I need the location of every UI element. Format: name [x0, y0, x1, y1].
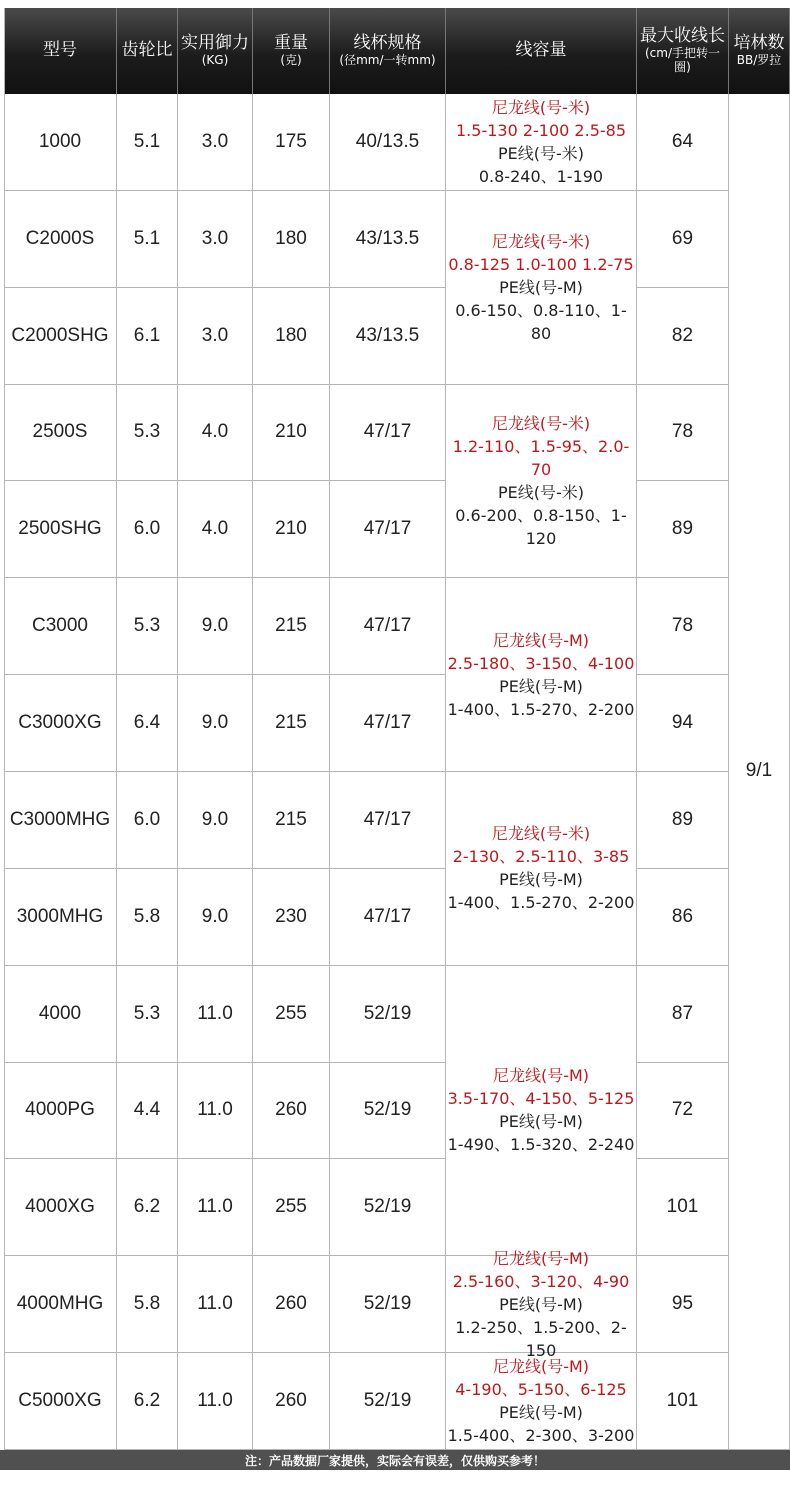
gear-ratio-value: 5.1: [133, 227, 161, 249]
cell-weight: [253, 94, 330, 191]
model-value: 1000: [38, 130, 82, 152]
cell-drag: [178, 966, 253, 1063]
cell-spool: [330, 481, 446, 578]
cell-gear-ratio: [117, 772, 178, 869]
line-capacity-cell: [446, 1353, 637, 1450]
spool-value: 47/17: [363, 518, 412, 540]
header-sublabel: (克): [280, 52, 302, 67]
cell-weight: [253, 288, 330, 385]
weight-value: 180: [275, 324, 307, 346]
header-sublabel: (径mm/一转mm): [339, 52, 436, 67]
cell-spool: [330, 288, 446, 385]
pe-capacity-title: PE线(号-M): [499, 1294, 583, 1314]
cell-weight: [253, 869, 330, 966]
weight-value: 260: [275, 1390, 307, 1412]
gear-ratio-value: 6.0: [133, 808, 161, 830]
cell-model: [4, 772, 117, 869]
cell-spool: [330, 578, 446, 675]
weight-value: 230: [275, 905, 307, 927]
cell-drag: [178, 1256, 253, 1353]
cell-gear-ratio: [117, 1256, 178, 1353]
max-retrieve-value: 101: [666, 1390, 699, 1412]
cell-weight: [253, 675, 330, 772]
drag-value: 9.0: [201, 712, 229, 734]
model-value: 2500SHG: [18, 518, 102, 540]
cell-max-retrieve: [637, 288, 729, 385]
nylon-capacity-title: 尼龙线(号-M): [492, 630, 590, 650]
cell-weight: [253, 1256, 330, 1353]
cell-drag: [178, 385, 253, 482]
cell-max-retrieve: [637, 1063, 729, 1160]
weight-value: 180: [275, 227, 307, 249]
max-retrieve-value: 89: [671, 808, 694, 830]
cell-gear-ratio: [117, 1063, 178, 1160]
cell-spool: [330, 191, 446, 288]
model-value: 3000MHG: [16, 905, 104, 927]
model-value: C2000SHG: [11, 324, 109, 346]
max-retrieve-value: 78: [671, 421, 694, 443]
header-sublabel: (cm/手把转一圈): [644, 45, 720, 74]
nylon-capacity-values: 2.5-160、3-120、4-90: [452, 1271, 630, 1291]
cell-model: [4, 288, 117, 385]
cell-model: [4, 1159, 117, 1256]
header-cell: [446, 8, 637, 94]
model-value: 2500S: [32, 421, 88, 443]
cell-drag: [178, 94, 253, 191]
cell-spool: [330, 1256, 446, 1353]
cell-model: [4, 385, 117, 482]
nylon-capacity-values: 4-190、5-150、6-125: [455, 1380, 627, 1400]
header-label: 齿轮比: [121, 40, 173, 61]
line-capacity-cell: [446, 191, 637, 385]
drag-value: 11.0: [197, 1293, 233, 1315]
cell-gear-ratio: [117, 94, 178, 191]
cell-model: [4, 966, 117, 1063]
drag-value: 11.0: [197, 1002, 233, 1024]
weight-value: 260: [275, 1099, 307, 1121]
gear-ratio-value: 5.3: [133, 615, 161, 637]
model-value: 4000PG: [25, 1099, 95, 1121]
cell-gear-ratio: [117, 966, 178, 1063]
cell-spool: [330, 94, 446, 191]
nylon-capacity-title: 尼龙线(号-M): [492, 1248, 590, 1268]
cell-drag: [178, 1159, 253, 1256]
model-value: C2000S: [25, 227, 95, 249]
cell-drag: [178, 578, 253, 675]
model-value: 4000XG: [25, 1196, 95, 1218]
model-value: 4000: [38, 1002, 82, 1024]
spool-value: 52/19: [363, 1196, 412, 1218]
cell-gear-ratio: [117, 675, 178, 772]
header-label: 重量: [274, 33, 308, 54]
spool-value: 47/17: [363, 615, 412, 637]
cell-model: [4, 191, 117, 288]
gear-ratio-value: 4.4: [133, 1099, 161, 1121]
cell-max-retrieve: [637, 869, 729, 966]
max-retrieve-value: 95: [671, 1293, 694, 1315]
spool-value: 47/17: [363, 905, 412, 927]
line-capacity-cell: [446, 772, 637, 966]
line-capacity-cell: [446, 94, 637, 191]
cell-weight: [253, 772, 330, 869]
max-retrieve-value: 82: [671, 324, 694, 346]
drag-value: 3.0: [201, 227, 229, 249]
gear-ratio-value: 5.1: [133, 130, 161, 152]
pe-capacity-values: 0.6-150、0.8-110、1-80: [455, 300, 627, 343]
cell-drag: [178, 772, 253, 869]
header-label: 最大收线长: [640, 26, 725, 47]
cell-bearings: [729, 94, 790, 1450]
pe-capacity-title: PE线(号-M): [499, 277, 583, 297]
weight-value: 260: [275, 1293, 307, 1315]
max-retrieve-value: 69: [671, 227, 694, 249]
cell-weight: [253, 1063, 330, 1160]
nylon-capacity-title: 尼龙线(号-M): [492, 1357, 590, 1377]
cell-gear-ratio: [117, 869, 178, 966]
spool-value: 52/19: [363, 1293, 412, 1315]
gear-ratio-value: 5.8: [133, 905, 161, 927]
cell-gear-ratio: [117, 385, 178, 482]
nylon-capacity-values: 3.5-170、4-150、5-125: [447, 1089, 635, 1109]
line-capacity-cell: [446, 1248, 637, 1360]
nylon-capacity-values: 2.5-180、3-150、4-100: [447, 653, 635, 673]
cell-weight: [253, 1353, 330, 1450]
cell-weight: [253, 385, 330, 482]
nylon-capacity-values: 1.2-110、1.5-95、2.0-70: [452, 436, 630, 479]
cell-max-retrieve: [637, 191, 729, 288]
gear-ratio-value: 6.1: [133, 324, 161, 346]
gear-ratio-value: 5.3: [133, 1002, 161, 1024]
cell-weight: [253, 966, 330, 1063]
cell-spool: [330, 1353, 446, 1450]
cell-weight: [253, 1159, 330, 1256]
nylon-capacity-title: 尼龙线(号-米): [491, 231, 591, 251]
pe-capacity-title: PE线(号-M): [499, 870, 583, 890]
nylon-capacity-title: 尼龙线(号-米): [491, 97, 591, 117]
max-retrieve-value: 87: [671, 1002, 694, 1024]
weight-value: 255: [275, 1002, 307, 1024]
cell-drag: [178, 1063, 253, 1160]
spool-value: 52/19: [363, 1002, 412, 1024]
weight-value: 215: [275, 808, 307, 830]
header-cell: [117, 8, 178, 94]
spool-value: 43/13.5: [355, 324, 420, 346]
weight-value: 210: [275, 421, 307, 443]
nylon-capacity-title: 尼龙线(号-米): [491, 413, 591, 433]
cell-spool: [330, 869, 446, 966]
weight-value: 210: [275, 518, 307, 540]
drag-value: 3.0: [201, 324, 229, 346]
cell-model: [4, 1256, 117, 1353]
gear-ratio-value: 5.3: [133, 421, 161, 443]
pe-capacity-title: PE线(号-M): [499, 1403, 583, 1423]
spec-table: [4, 8, 790, 1450]
pe-capacity-values: 0.6-200、0.8-150、1-120: [455, 505, 627, 548]
cell-gear-ratio: [117, 288, 178, 385]
spool-value: 52/19: [363, 1099, 412, 1121]
gear-ratio-value: 5.8: [133, 1293, 161, 1315]
pe-capacity-title: PE线(号-M): [499, 676, 583, 696]
cell-gear-ratio: [117, 1353, 178, 1450]
model-value: C3000MHG: [9, 808, 111, 830]
cell-max-retrieve: [637, 966, 729, 1063]
drag-value: 11.0: [197, 1196, 233, 1218]
pe-capacity-title: PE线(号-M): [499, 1112, 583, 1132]
cell-model: [4, 481, 117, 578]
pe-capacity-values: 1-400、1.5-270、2-200: [447, 699, 635, 719]
spool-value: 52/19: [363, 1390, 412, 1412]
drag-value: 3.0: [201, 130, 229, 152]
header-cell: [253, 8, 330, 94]
cell-weight: [253, 578, 330, 675]
model-value: C5000XG: [18, 1390, 102, 1412]
line-capacity-cell: [446, 578, 637, 772]
spool-value: 47/17: [363, 421, 412, 443]
nylon-capacity-values: 2-130、2.5-110、3-85: [452, 847, 630, 867]
pe-capacity-title: PE线(号-米): [497, 143, 585, 163]
nylon-capacity-title: 尼龙线(号-米): [491, 824, 591, 844]
cell-spool: [330, 385, 446, 482]
gear-ratio-value: 6.2: [133, 1196, 161, 1218]
cell-max-retrieve: [637, 385, 729, 482]
cell-weight: [253, 481, 330, 578]
drag-value: 9.0: [201, 615, 229, 637]
cell-max-retrieve: [637, 1353, 729, 1450]
cell-spool: [330, 772, 446, 869]
cell-gear-ratio: [117, 481, 178, 578]
drag-value: 4.0: [201, 518, 229, 540]
header-label: 型号: [43, 40, 77, 61]
cell-gear-ratio: [117, 191, 178, 288]
cell-spool: [330, 1159, 446, 1256]
drag-value: 11.0: [197, 1390, 233, 1412]
footer-note: 注：产品数据厂家提供，实际会有误差，仅供购买参考！: [0, 1450, 790, 1470]
nylon-capacity-title: 尼龙线(号-M): [492, 1066, 590, 1086]
cell-model: [4, 94, 117, 191]
max-retrieve-value: 72: [671, 1099, 694, 1121]
bearings-value: 9/1: [745, 760, 773, 782]
weight-value: 175: [275, 130, 307, 152]
drag-value: 11.0: [197, 1099, 233, 1121]
cell-spool: [330, 966, 446, 1063]
cell-spool: [330, 675, 446, 772]
cell-model: [4, 675, 117, 772]
drag-value: 9.0: [201, 808, 229, 830]
max-retrieve-value: 64: [671, 130, 694, 152]
cell-gear-ratio: [117, 1159, 178, 1256]
spool-value: 40/13.5: [355, 130, 420, 152]
header-cell: [637, 8, 729, 94]
nylon-capacity-values: 0.8-125 1.0-100 1.2-75: [448, 254, 634, 274]
weight-value: 215: [275, 615, 307, 637]
nylon-capacity-values: 1.5-130 2-100 2.5-85: [456, 120, 626, 140]
cell-spool: [330, 1063, 446, 1160]
model-value: C3000XG: [18, 712, 102, 734]
max-retrieve-value: 78: [671, 615, 694, 637]
header-cell: [178, 8, 253, 94]
gear-ratio-value: 6.0: [133, 518, 161, 540]
header-label: 培林数: [733, 33, 785, 54]
header-label: 实用御力: [181, 33, 249, 54]
spool-value: 47/17: [363, 712, 412, 734]
header-cell: [330, 8, 446, 94]
gear-ratio-value: 6.4: [133, 712, 161, 734]
cell-max-retrieve: [637, 772, 729, 869]
gear-ratio-value: 6.2: [133, 1390, 161, 1412]
pe-capacity-values: 1-490、1.5-320、2-240: [447, 1135, 635, 1155]
cell-max-retrieve: [637, 1159, 729, 1256]
pe-capacity-values: 1-400、1.5-270、2-200: [447, 893, 635, 913]
cell-max-retrieve: [637, 675, 729, 772]
max-retrieve-value: 94: [671, 712, 694, 734]
pe-capacity-values: 0.8-240、1-190: [478, 166, 604, 186]
spool-value: 47/17: [363, 808, 412, 830]
cell-model: [4, 578, 117, 675]
cell-weight: [253, 191, 330, 288]
cell-gear-ratio: [117, 578, 178, 675]
pe-capacity-values: 1.2-250、1.5-200、2-150: [455, 1317, 627, 1360]
cell-max-retrieve: [637, 578, 729, 675]
pe-capacity-title: PE线(号-米): [497, 482, 585, 502]
model-value: 4000MHG: [16, 1293, 104, 1315]
cell-model: [4, 1063, 117, 1160]
header-sublabel: BB/罗拉: [736, 52, 782, 67]
cell-drag: [178, 675, 253, 772]
max-retrieve-value: 89: [671, 518, 694, 540]
cell-max-retrieve: [637, 1256, 729, 1353]
header-cell: [4, 8, 117, 94]
spool-value: 43/13.5: [355, 227, 420, 249]
weight-value: 255: [275, 1196, 307, 1218]
line-capacity-cell: [446, 385, 637, 579]
cell-drag: [178, 191, 253, 288]
drag-value: 9.0: [201, 905, 229, 927]
drag-value: 4.0: [201, 421, 229, 443]
cell-drag: [178, 1353, 253, 1450]
cell-drag: [178, 869, 253, 966]
cell-drag: [178, 481, 253, 578]
weight-value: 215: [275, 712, 307, 734]
header-cell: [729, 8, 790, 94]
cell-drag: [178, 288, 253, 385]
cell-model: [4, 869, 117, 966]
max-retrieve-value: 86: [671, 905, 694, 927]
cell-max-retrieve: [637, 94, 729, 191]
header-label: 线杯规格: [353, 33, 422, 54]
cell-max-retrieve: [637, 481, 729, 578]
cell-model: [4, 1353, 117, 1450]
header-label: 线容量: [515, 40, 567, 61]
max-retrieve-value: 101: [666, 1196, 699, 1218]
line-capacity-cell: [446, 966, 637, 1257]
header-sublabel: (KG): [201, 52, 229, 67]
model-value: C3000: [32, 615, 88, 637]
pe-capacity-values: 1.5-400、2-300、3-200: [447, 1426, 635, 1446]
